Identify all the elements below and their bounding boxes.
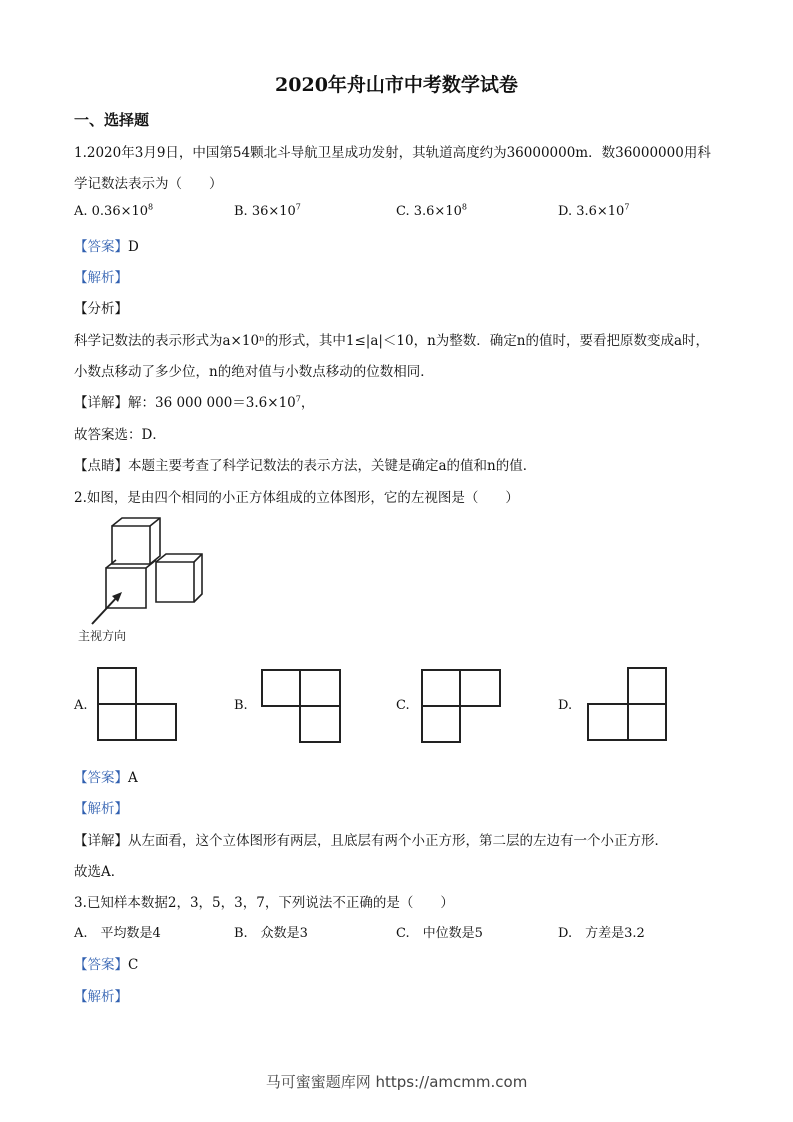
section-heading: 一、选择题 bbox=[74, 111, 150, 129]
q2-option-d-figure bbox=[586, 666, 670, 742]
q1-option-a: A. $0.36\times 10^8$ bbox=[74, 202, 154, 219]
q1-option-d: D. $3.6\times 10^7$ bbox=[558, 202, 630, 219]
q1-detail: 【详解】解：36 000 $000=3.6\times 10^7$， bbox=[74, 394, 315, 411]
q1-option-b: B. $36\times 10^7$ bbox=[234, 202, 301, 219]
q2-answer: 【答案】A bbox=[74, 770, 138, 786]
q1-option-c: C. $3.6\times 10^8$ bbox=[396, 202, 467, 219]
q2-detail: 【详解】从左面看，这个立体图形有两层，且底层有两个小正方形，第二层的左边有一个小正方形． bbox=[74, 833, 668, 849]
q1-conclusion: 故答案选：D． bbox=[74, 427, 166, 443]
q2-option-d-label: D. bbox=[558, 698, 573, 713]
q2-stem: 2.如图，是由四个相同的小正方体组成的立体图形，它的左视图是（ ） bbox=[74, 490, 519, 506]
q3-option-c: C. 中位数是5 bbox=[396, 926, 483, 941]
q3-answer: 【答案】C bbox=[74, 957, 139, 973]
cube-figure bbox=[74, 516, 208, 646]
q2-conclusion: 故选A． bbox=[74, 864, 125, 880]
q3-option-b: B. 众数是3 bbox=[234, 926, 308, 941]
page-title: 2020年舟山市中考数学试卷 bbox=[275, 74, 518, 96]
view-direction-label: 主视方向 bbox=[78, 629, 127, 643]
q1-fenxi-label: 【分析】 bbox=[74, 301, 128, 317]
q2-option-c-label: C. bbox=[396, 698, 410, 713]
footer-watermark: 马可蜜蜜题库网 https://amcmm.com bbox=[265, 1073, 528, 1091]
q3-option-d: D. 方差是3.2 bbox=[558, 926, 645, 941]
q1-jiexi-label: 【解析】 bbox=[74, 270, 128, 286]
q2-option-a-figure bbox=[96, 666, 180, 742]
q3-jiexi-label: 【解析】 bbox=[74, 989, 128, 1005]
q1-analysis-line1: 科学记数法的表示形式为a×10ⁿ的形式，其中1≤|a|＜10，n为整数．确定n的值时，要看把原数变成a时， bbox=[74, 333, 710, 349]
q1-stem-line2: 学记数法表示为（ ） bbox=[74, 176, 223, 192]
q2-option-a-label: A. bbox=[74, 698, 88, 713]
q1-analysis-line2: 小数点移动了多少位，n的绝对值与小数点移动的位数相同． bbox=[74, 364, 434, 380]
q2-option-b-figure bbox=[260, 668, 344, 744]
q2-option-b-label: B. bbox=[234, 698, 248, 713]
q3-option-a: A. 平均数是4 bbox=[74, 926, 161, 941]
q2-option-c-figure bbox=[420, 668, 504, 744]
q1-answer: 【答案】D bbox=[74, 239, 139, 255]
q3-stem: 3.已知样本数据2，3，5，3，7，下列说法不正确的是（ ） bbox=[74, 895, 454, 911]
q1-point: 【点睛】本题主要考查了科学记数法的表示方法，关键是确定a的值和n的值． bbox=[74, 458, 537, 474]
q2-jiexi-label: 【解析】 bbox=[74, 801, 128, 817]
q1-stem-line1: 1.2020年3月9日，中国第54颗北斗导航卫星成功发射，其轨道高度约为36000000m．数36000000用科 bbox=[74, 145, 711, 161]
